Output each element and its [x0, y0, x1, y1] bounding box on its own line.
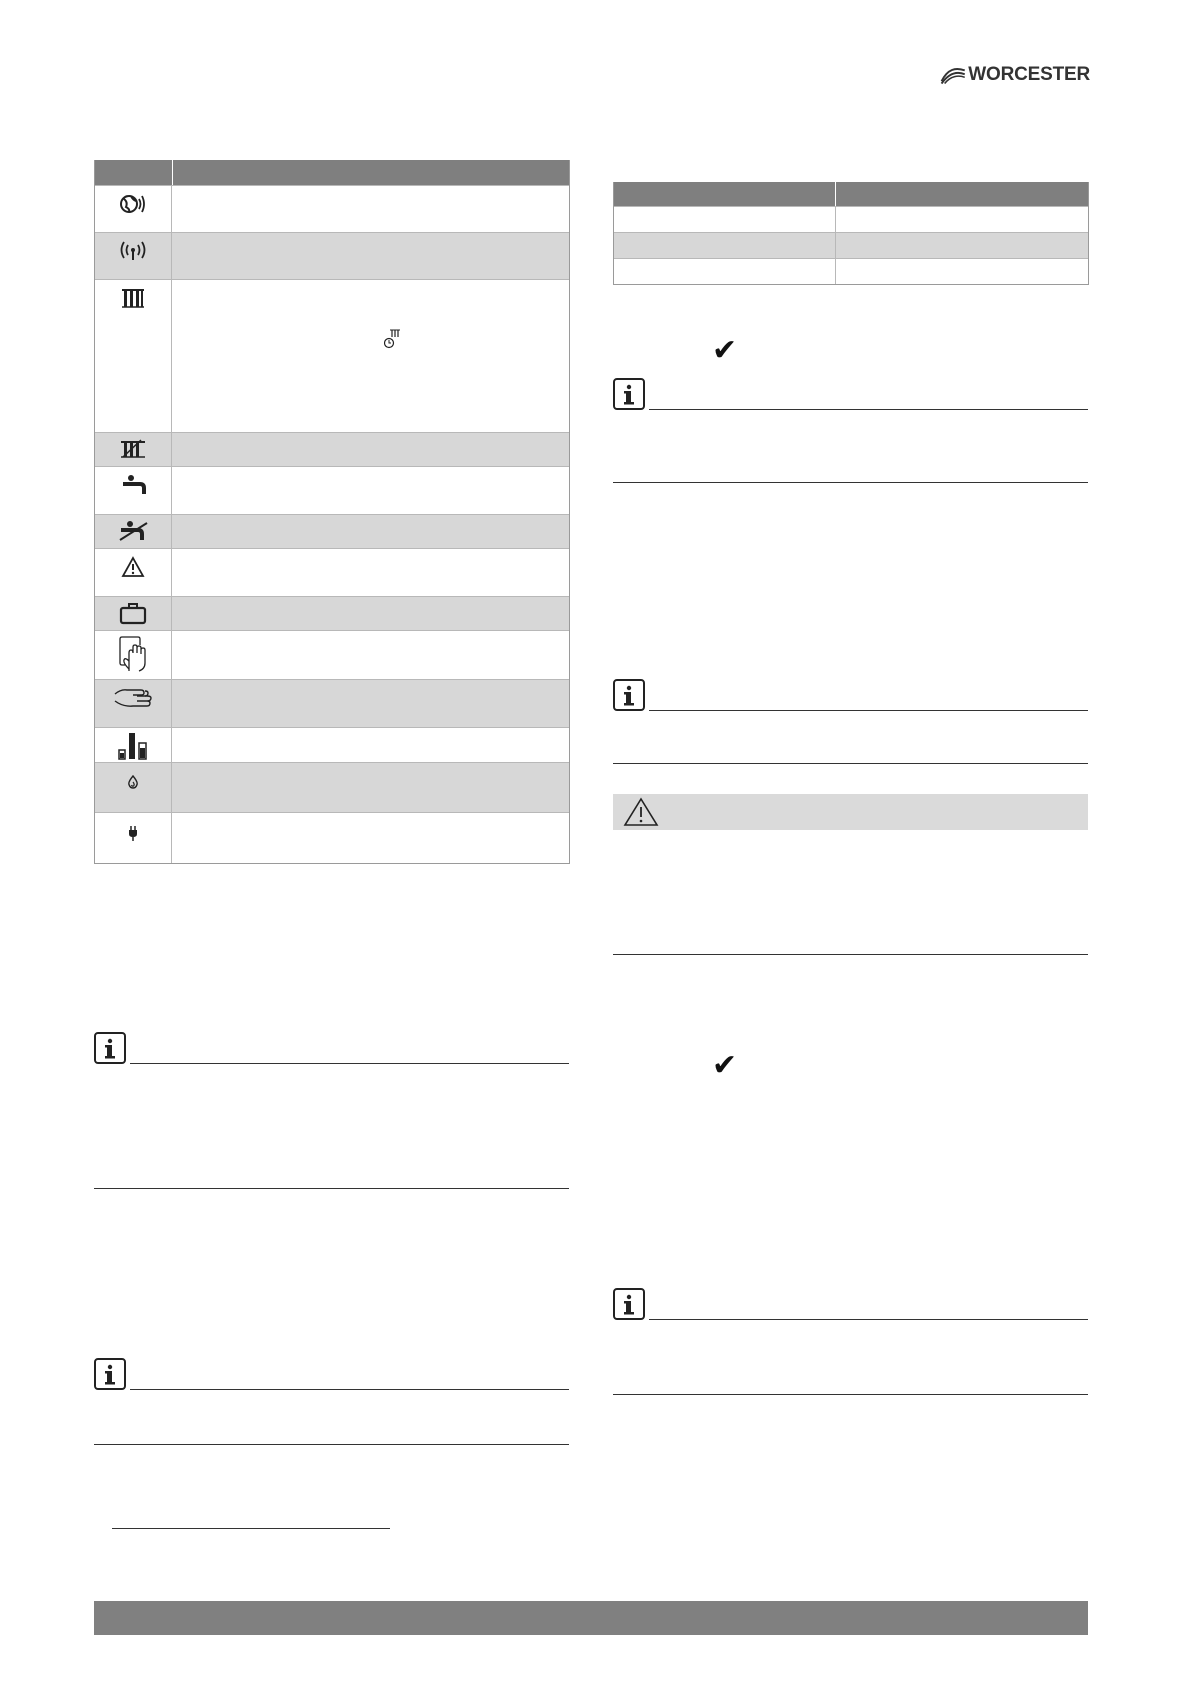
table-row [95, 679, 569, 727]
table-row [95, 432, 569, 466]
warning-triangle-icon [623, 797, 659, 827]
suitcase-icon [119, 601, 147, 625]
table-row [95, 727, 569, 762]
table-row [95, 514, 569, 548]
table-row [95, 232, 569, 279]
table-row [95, 466, 569, 514]
tap-off-icon [117, 520, 149, 542]
table-row [614, 232, 1088, 258]
info-icon [613, 1288, 645, 1320]
footnote-rule [112, 1528, 390, 1529]
radiator-icon [120, 287, 146, 309]
touch-hand-icon [119, 635, 147, 673]
worcester-logo [940, 58, 1090, 92]
table-row [95, 596, 569, 630]
plug-icon [127, 825, 139, 841]
checkmark-icon: ✔ [712, 333, 738, 368]
info-notice [94, 1032, 569, 1192]
table-row [614, 206, 1088, 232]
table-row [95, 630, 569, 679]
warning-header [613, 794, 1088, 830]
info-icon [613, 679, 645, 711]
symbol-table-header [95, 160, 569, 185]
warning-end-rule [613, 954, 1088, 955]
table-row [95, 812, 569, 863]
bar-level-icon [117, 729, 149, 761]
offering-hand-icon [113, 686, 153, 712]
info-notice [613, 378, 1088, 488]
table-row [614, 258, 1088, 284]
tap-icon [120, 474, 146, 498]
globe-signal-icon [119, 193, 147, 215]
info-notice [613, 679, 1088, 764]
table-row [95, 762, 569, 812]
flame-drop-icon [127, 775, 139, 789]
wireless-signal-icon [118, 240, 148, 262]
footer-bar [94, 1601, 1088, 1635]
info-notice [613, 1288, 1088, 1398]
info-icon [613, 378, 645, 410]
logo-text: WORCESTER [968, 64, 1090, 85]
info-notice [94, 1358, 569, 1448]
small-table-header [614, 182, 1088, 206]
info-icon [94, 1032, 126, 1064]
symbol-table [94, 160, 570, 864]
checkmark-icon: ✔ [712, 1048, 738, 1083]
logo-swoosh-icon [940, 63, 966, 87]
info-icon [94, 1358, 126, 1390]
radiator-off-icon [119, 439, 147, 459]
table-row [95, 279, 569, 432]
warning-triangle-icon [121, 556, 145, 578]
radiator-clock-icon [384, 328, 402, 350]
small-table [613, 182, 1089, 285]
table-row [95, 185, 569, 232]
table-row [95, 548, 569, 596]
